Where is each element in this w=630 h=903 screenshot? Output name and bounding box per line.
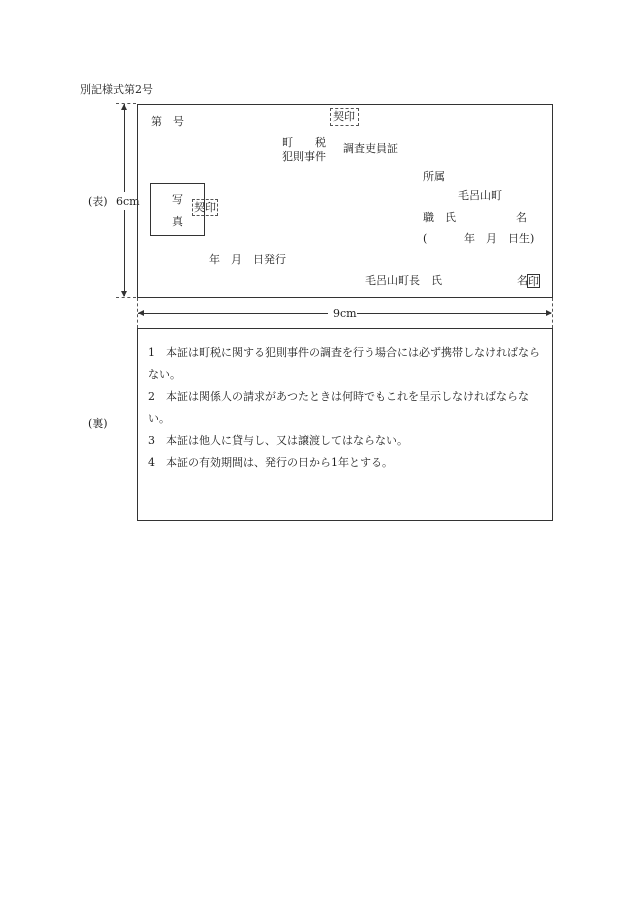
width-dim-line-left xyxy=(138,313,328,314)
front-side-label: (表) xyxy=(88,195,108,208)
affiliation-value: 毛呂山町 xyxy=(458,189,502,202)
height-dim-line-upper xyxy=(124,104,125,192)
height-dim-arrow-down xyxy=(121,291,127,297)
cert-title: 調査吏員証 xyxy=(343,142,398,155)
photo-char-1: 写 xyxy=(172,193,183,206)
height-dim-bottom-extension xyxy=(116,297,136,298)
back-side-label: (裏) xyxy=(88,417,108,430)
cert-line-2: 犯則事件 xyxy=(282,150,326,163)
birth-open-paren: ( xyxy=(423,232,428,245)
width-dim-arrow-right xyxy=(546,310,552,316)
position-label: 職 氏 xyxy=(423,211,456,224)
certificate-number: 第 号 xyxy=(151,115,184,128)
note-3: 3 本証は他人に貸与し、又は譲渡してはならない。 xyxy=(148,434,408,447)
name-label: 名 xyxy=(516,211,527,224)
height-dim-label: 6cm xyxy=(116,195,140,208)
note-2: 2 本証は関係人の請求があつたときは何時でもこれを呈示しなければならない。 xyxy=(148,390,529,425)
top-seal-text: 契印 xyxy=(333,110,355,123)
width-dim-right-extension xyxy=(552,298,553,328)
issuer: 毛呂山町長 氏 xyxy=(365,274,442,287)
note-1: 1 本証は町税に関する犯則事件の調査を行う場合には必ず携帯しなければならない。 xyxy=(148,346,540,381)
width-dim-label: 9cm xyxy=(333,307,357,320)
photo-char-2: 真 xyxy=(172,215,183,228)
birth-date: 年 月 日生) xyxy=(464,232,535,245)
affiliation-label: 所属 xyxy=(423,170,445,183)
form-title: 別記様式第2号 xyxy=(80,83,153,96)
issuer-seal-text: 印 xyxy=(528,275,539,288)
issuer-name-end: 名 xyxy=(517,274,528,287)
cert-line-1: 町 税 xyxy=(282,136,326,149)
width-dim-arrow-left xyxy=(138,310,144,316)
height-dim-line-lower xyxy=(124,210,125,296)
photo-seal-text: 契印 xyxy=(194,201,216,214)
width-dim-line-right xyxy=(357,313,551,314)
note-4: 4 本証の有効期間は、発行の日から1年とする。 xyxy=(148,456,393,469)
back-notes xyxy=(148,342,546,474)
height-dim-arrow-up xyxy=(121,104,127,110)
issue-date: 年 月 日発行 xyxy=(209,253,286,266)
